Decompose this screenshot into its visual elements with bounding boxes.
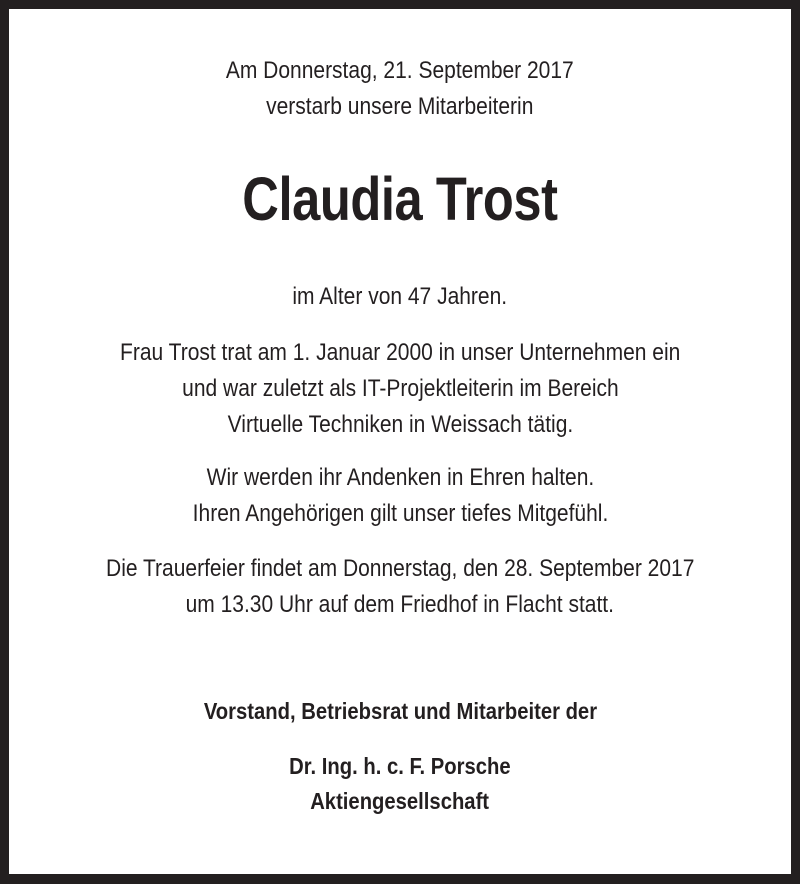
funeral-text: Die Trauerfeier findet am Donnerstag, den 28. September 2017 — [105, 555, 695, 582]
age-line — [0, 285, 800, 309]
company-name-text: Aktiengesellschaft — [310, 788, 490, 814]
condolence-text: Wir werden ihr Andenken in Ehren halten. — [206, 464, 594, 491]
deceased-name — [0, 165, 800, 233]
career-line-1 — [0, 341, 800, 365]
signature-company-line-1 — [0, 755, 800, 778]
condolence-line-1 — [0, 466, 800, 490]
career-line-3 — [0, 413, 800, 437]
signature-from — [0, 700, 800, 723]
funeral-line-1 — [0, 557, 800, 581]
deceased-name-text: Claudia Trost — [242, 165, 558, 233]
condolence-line-2 — [0, 502, 800, 526]
career-text: Frau Trost trat am 1. Januar 2000 in unser Unternehmen ein — [119, 339, 681, 366]
funeral-text: um 13.30 Uhr auf dem Friedhof in Flacht statt. — [185, 591, 615, 618]
intro-date-text: Am Donnerstag, 21. September 2017 — [226, 57, 574, 84]
career-text: und war zuletzt als IT-Projektleiterin im Bereich — [181, 375, 619, 402]
funeral-line-2 — [0, 593, 800, 617]
career-line-2 — [0, 377, 800, 401]
signature-company-line-2 — [0, 790, 800, 813]
signature-from-text: Vorstand, Betriebsrat und Mitarbeiter der — [203, 698, 597, 724]
career-text: Virtuelle Techniken in Weissach tätig. — [227, 411, 573, 438]
intro-line-2 — [0, 95, 800, 119]
intro-line-1 — [0, 59, 800, 83]
intro-text: verstarb unsere Mitarbeiterin — [266, 93, 534, 120]
age-text: im Alter von 47 Jahren. — [292, 283, 508, 310]
company-name-text: Dr. Ing. h. c. F. Porsche — [289, 753, 511, 779]
condolence-text: Ihren Angehörigen gilt unser tiefes Mitgefühl. — [192, 500, 608, 527]
